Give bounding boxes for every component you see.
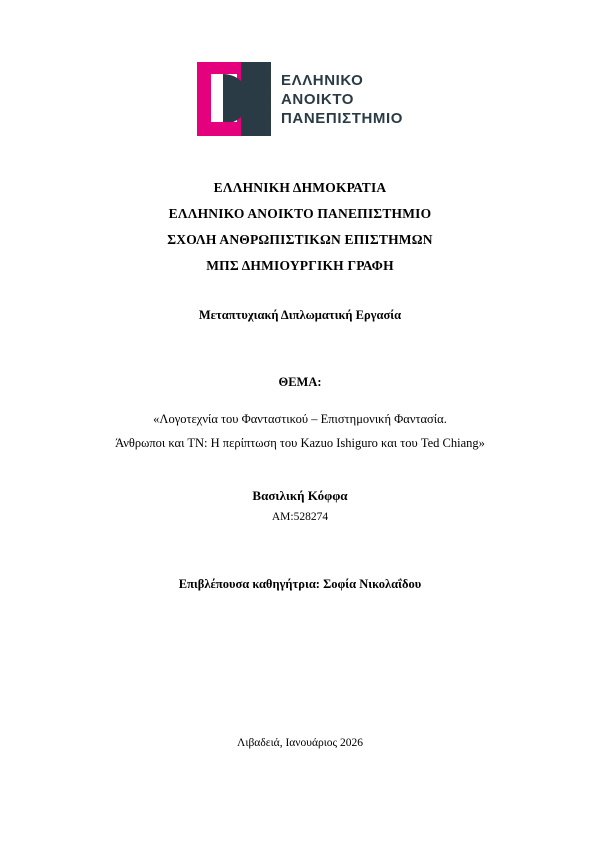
- place-and-date: Λιβαδειά, Ιανουάριος 2026: [237, 737, 363, 749]
- logo-line-1: ΕΛΛΗΝΙΚΟ: [280, 71, 364, 89]
- logo-wordmark: [281, 71, 403, 128]
- spacer-5: [60, 527, 540, 577]
- supervisor-line: Επιβλέπουσα καθηγήτρια: Σοφία Νικολαΐδου: [178, 577, 422, 591]
- title-page-body: [60, 175, 540, 592]
- author-name: Βασιλική Κόφφα: [252, 488, 348, 503]
- institution-line-3: ΣΧΟΛΗ ΑΝΘΡΩΠΙΣΤΙΚΩΝ ΕΠΙΣΤΗΜΩΝ: [167, 232, 433, 247]
- university-logo: [0, 62, 600, 136]
- spacer-4: [60, 455, 540, 485]
- logo-group: [197, 62, 403, 136]
- logo-line-3: ΠΑΝΕΠΙΣΤΗΜΙΟ: [280, 109, 404, 127]
- thesis-title-line-1: «Λογοτεχνία του Φανταστικού – Επιστημονική Φαντασία.: [153, 412, 447, 426]
- eap-logo-mark-icon: [197, 62, 271, 136]
- theme-label: ΘΕΜΑ:: [278, 375, 322, 389]
- institution-line-4: ΜΠΣ ΔΗΜΙΟΥΡΓΙΚΗ ΓΡΑΦΗ: [206, 258, 394, 273]
- spacer-1: [60, 279, 540, 305]
- logo-line-2: ΑΝΟΙΚΤΟ: [280, 90, 355, 108]
- thesis-type-label: Μεταπτυχιακή Διπλωματική Εργασία: [198, 308, 402, 322]
- author-student-id: ΑΜ:528274: [271, 511, 329, 523]
- spacer-2: [60, 325, 540, 375]
- institution-line-2: ΕΛΛΗΝΙΚΟ ΑΝΟΙΚΤΟ ΠΑΝΕΠΙΣΤΗΜΙΟ: [168, 206, 432, 221]
- spacer-3: [60, 390, 540, 407]
- thesis-title-line-2: Άνθρωποι και ΤΝ: Η περίπτωση του Kazuo Ishiguro και του Ted Chiang»: [115, 436, 485, 450]
- institution-line-1: ΕΛΛΗΝΙΚΗ ΔΗΜΟΚΡΑΤΙΑ: [213, 180, 387, 195]
